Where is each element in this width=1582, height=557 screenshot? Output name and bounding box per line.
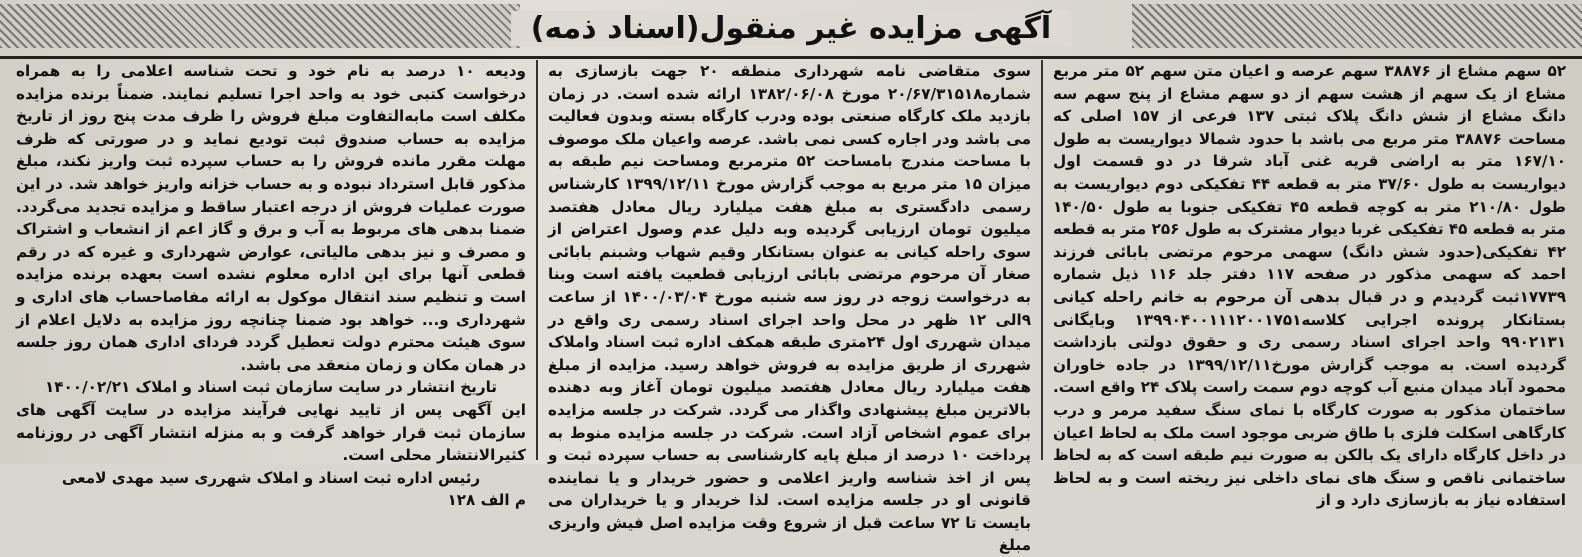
publish-date: تاریخ انتشار در سایت سازمان ثبت اسناد و املاک ۱۴۰۰/۰۲/۲۱ [44,378,497,397]
column-middle-text: سوی متقاضی نامه شهرداری منطقه ۲۰ جهت بازسازی به شماره۲۰/۶۷/۳۱۵۱۸ مورخ ۱۳۸۲/۰۶/۰۸ ارائه شده است. در زمان بازدید ملک کارگاه صنعتی بوده ودرب کارگاه بسته وبدون فعالیت می باشد ودر اجاره کسی نمی باشد. عرصه واعیان ملک موصوف با مساحت مندرج بامساحت ۵۲ مترمربع ومساحت نیم طبقه به میزان ۱۵ متر مربع به موجب گزارش مورخ ۱۳۹۹/۱۲/۱۱ کارشناس رسمی دادگستری به مبلغ هفت میلیارد ریال معادل هفتصد میلیون تومان ارزیابی گردیده وبه دلیل عدم وصول اعتراض از سوی راحله کیانی به عنوان بستانکار وقیم شهاب وشبنم بابائی صغار آن مرحوم مرتضی بابائی ارزیابی قطعیت یافته است وبنا به درخواست زوجه در روز سه شنبه مورخ ۱۴۰۰/۰۳/۰۴ از ساعت ۹الی ۱۲ ظهر در محل واحد اجرای اسناد رسمی ری واقع در میدان شهرری اول ۲۴متری طبقه همکف اداره ثبت اسناد واملاک شهرری از طریق مزایده به فروش خواهد رسید. مزایده از مبلغ هفت میلیارد ریال معادل هفتصد میلیون تومان آغاز وبه دهنده بالاترین مبلغ پیشنهادی واگذار می گردد. شرکت در جلسه مزایده برای عموم اشخاص آزاد است. شرکت در جلسه مزایده منوط به پرداخت ۱۰ درصد از مبلغ پایه کارشناسی به حساب سپرده ثبت و پس از اخذ شناسه واریز اعلامی و حضور خریدار و یا نماینده قانونی او در جلسه مزایده است. لذا خریدار و یا خریداران می بایست تا ۷۲ ساعت قبل از شروع وقت مزایده اصل فیش واریزی مبلغ [548,62,1032,555]
notice-title: آگهی مزایده غیر منقول(اسناد ذمه) [511,11,1071,46]
column-right-text: ۵۲ سهم مشاع از ۳۸۸۷۶ سهم عرصه و اعیان متن سهم ۵۲ متر مربع مشاع از یک سهم از هشت سهم از دو سهم مشاع از پنج سهم سه دانگ مشاع از شش دانگ پلاک ثبتی ۱۳۷ فرعی از ۱۵۷ اصلی که مساحت ۳۸۸۷۶ متر مربع می باشد با حدود شمالا دیواریست به طول ۱۶۷/۱۰ متر به اراضی قریه غنی آباد شرقا در دو قسمت اول دیواریست به طول ۳۷/۶۰ متر به قطعه ۴۴ تفکیکی دوم دیواریست به طول ۲۱۰/۸۰ متر به کوچه قطعه ۴۵ تفکیکی جنوبا به طول ۱۴۰/۵۰ متر به قطعه ۴۵ تفکیکی غربا دیوار مشترک به طول ۲۵۶ متر به قطعه ۴۲ تفکیکی(حدود شش دانگ) سهمی مرحوم مرتضی بابائی فرزند احمد که سهمی مذکور در صفحه ۱۱۷ دفتر جلد ۱۱۶ ذیل شماره ۱۷۷۳۹ثبت گردیدم و در قبال بدهی آن مرحوم به خانم راحله کیانی بستانکار پرونده اجرایی کلاسه۱۳۹۹۰۴۰۰۱۱۱۲۰۰۱۷۵۱ وبایگانی ۹۹۰۲۱۳۱ واحد اجرای اسناد رسمی ری و حقوق دولتی بازداشت گردیده است. به موجب گزارش مورخ۱۳۹۹/۱۲/۱۱ در جاده خاوران محمود آباد میدان منبع آب کوچه دوم سمت راست پلاک ۲۴ واقع است. ساختمان مذکور به صورت کارگاه با نمای سنگ سفید مرمر و درب کارگاهی اسکلت فلزی با طاق ضربی موجود است ملک به لحاظ اعیان در داخل کارگاه دارای یک بالکن به صورت نیم طبقه است که به لحاظ ساختمانی ناقص و سنگ های نمای داخلی نیز ریخته است و به لحاظ استفاده نیاز به بازسازی دارد و از [1053,62,1567,510]
notice-code: م الف ۱۲۸ [447,491,526,510]
signature: رئیس اداره ثبت اسناد و املاک شهرری سید مهدی لامعی [61,468,481,487]
text-columns [6,60,1576,555]
column-left [6,60,536,510]
column-right [1041,60,1576,510]
column-middle [536,60,1041,555]
final-note: این آگهی پس از تایید نهایی فرآیند مزایده در سایت آگهی های سازمان ثبت قرار خواهد گرفت و به منزله انتشار آگهی در روزنامه کثیرالانتشار محلی است. [16,400,526,465]
title-bar [0,0,1582,59]
column-left-text: ودیعه ۱۰ درصد به نام خود و تحت شناسه اعلامی را به همراه درخواست کتبی خود به واحد اجرا تسلیم نمایند. ضمناً برنده مزایده مکلف است مابه‌التفاوت مبلغ فروش را ظرف مدت پنج روز از تاریخ مزایده به حساب صندوق ثبت تودیع نماید و در صورتی که ظرف مهلت مقرر مانده فروش را به حساب سپرده ثبت واریز نکند، مبلغ مذکور قابل استرداد نبوده و به حساب خزانه واریز خواهد شد. در این صورت عملیات فروش از درجه اعتبار ساقط و مزایده تجدید می‌گردد. ضمنا بدهی های مربوط به آب و برق و گاز اعم از انشعاب و اشتراک و مصرف و نیز بدهی مالیاتی، عوارض شهرداری و غیره که در رقم قطعی آنها برای این اداره معلوم نشده است بعهده برنده مزایده است و تنظیم سند انتقال موکول به ارائه مفاصاحساب های اداری و شهرداری و... خواهد بود ضمنا چنانچه روز مزایده به دلایل اعلام از سوی هیئت محترم دولت تعطیل گردد فردای اداری همان روز جلسه در همان مکان و زمان منعقد می باشد. [16,62,526,374]
